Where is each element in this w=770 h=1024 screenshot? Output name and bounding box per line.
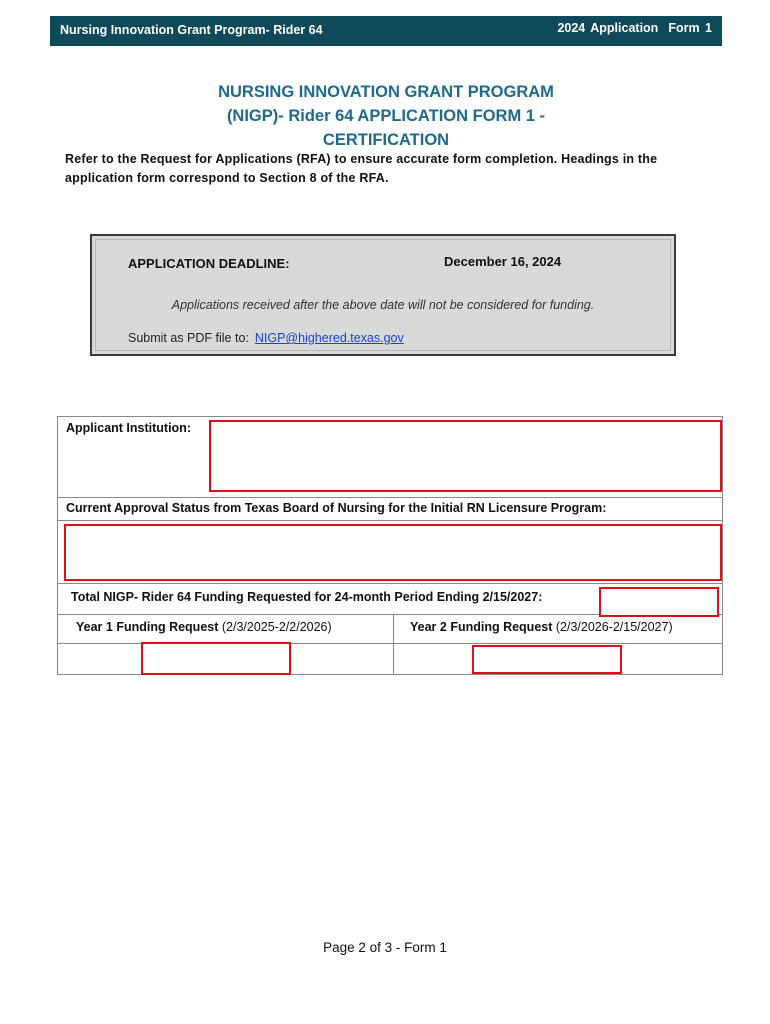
form-title-line-1: NURSING INNOVATION GRANT PROGRAM [218,83,554,101]
total-funding-field[interactable] [599,587,719,617]
form-title-line-3: CERTIFICATION [322,131,450,149]
year1-header-cell [58,615,394,644]
page-footer: Page 2 of 3 - Form 1 [323,940,447,955]
status-label-cell [58,498,723,521]
year1-field-cell [58,644,394,675]
year1-funding-field[interactable] [141,642,291,675]
approval-status-field[interactable] [64,524,722,581]
header-form-number: Form 1 [668,21,712,35]
year2-funding-label: Year 2 Funding Request [410,620,553,634]
deadline-box [90,234,676,356]
year1-period: (2/3/2025-2/2/2026) [218,620,332,634]
submit-email-link[interactable]: NIGP@highered.texas.gov [254,331,404,345]
deadline-label: APPLICATION DEADLINE: [128,256,290,271]
form-title [150,80,622,152]
year1-funding-label: Year 1 Funding Request [76,620,219,634]
total-funding-label: Total NIGP- Rider 64 Funding Requested for 24-month Period Ending 2/15/2027: [71,590,543,604]
submit-label: Submit as PDF file to: [128,331,249,345]
institution-label: Applicant Institution: [66,421,191,435]
deadline-date: December 16, 2024 [444,254,562,269]
institution-field[interactable] [209,420,722,492]
header-program-name: Nursing Innovation Grant Program- Rider 64 [60,23,323,37]
year2-field-cell [394,644,723,675]
total-funding-cell [58,584,723,615]
submit-instructions [128,331,404,345]
institution-cell [58,417,723,498]
application-form-table [57,416,723,675]
deadline-note: Applications received after the above date will not be considered for funding. [171,298,595,312]
header-application-year: 2024 Application [557,21,659,35]
year2-header-cell [394,615,723,644]
intro-instructions: Refer to the Request for Applications (RFA) to ensure accurate form completion. Headings in the application form correspond to Section 8 of the RFA. [65,152,658,185]
status-field-cell [58,521,723,584]
header-form-id [557,21,712,35]
page-header [50,16,722,46]
year2-funding-field[interactable] [472,645,622,674]
form-title-line-2: (NIGP)- Rider 64 APPLICATION FORM 1 - [226,107,546,125]
year2-period: (2/3/2026-2/15/2027) [552,620,673,634]
approval-status-label: Current Approval Status from Texas Board of Nursing for the Initial RN Licensure Program: [66,501,607,515]
